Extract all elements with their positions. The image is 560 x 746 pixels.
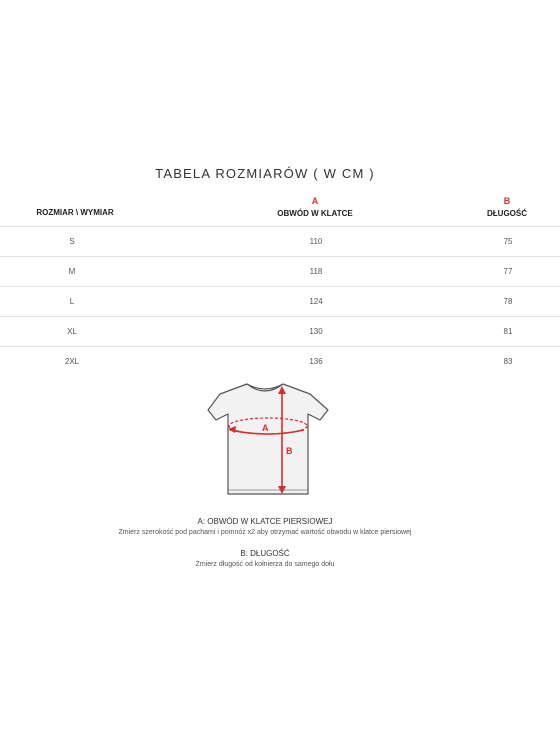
header-length-letter: B	[503, 196, 511, 206]
cell-chest: 110	[309, 237, 323, 246]
cell-length: 81	[503, 327, 513, 336]
page-title: TABELA ROZMIARÓW ( W CM )	[155, 166, 375, 181]
cell-size: S	[69, 237, 75, 246]
table-row	[0, 316, 560, 347]
tshirt-outline	[208, 384, 328, 494]
cell-size: M	[68, 267, 76, 276]
cell-chest: 130	[309, 327, 323, 336]
header-size-label: ROZMIAR \ WYMIAR	[36, 208, 114, 217]
header-chest-label: OBWÓD W KLATCE	[277, 209, 353, 218]
note-a-title: A: OBWÓD W KLATCE PIERSIOWEJ	[197, 517, 333, 526]
header-chest	[255, 196, 375, 218]
cell-size: L	[69, 297, 75, 306]
header-size	[20, 208, 130, 217]
note-a-desc: Zmierz szerokość pod pachami i pomnóż x2 aby otrzymać wartość obwodu w klatce piersiowej	[118, 529, 412, 536]
cell-chest: 118	[309, 267, 323, 276]
header-chest-letter: A	[311, 196, 319, 206]
label-a: A	[262, 423, 269, 433]
label-b: B	[286, 446, 293, 456]
cell-length: 83	[503, 357, 513, 366]
cell-length: 75	[503, 237, 513, 246]
cell-size: 2XL	[64, 357, 80, 366]
table-row	[0, 346, 560, 377]
note-b-title: B: DŁUGOŚĆ	[240, 549, 290, 558]
note-b-desc: Zmierz długość od kołnierza do samego dołu	[195, 561, 335, 568]
tshirt-diagram	[200, 380, 330, 500]
table-row	[0, 286, 560, 317]
table-row	[0, 226, 560, 257]
header-length	[462, 196, 552, 218]
cell-chest: 136	[309, 357, 323, 366]
cell-length: 78	[503, 297, 513, 306]
header-length-label: DŁUGOŚĆ	[487, 209, 527, 218]
cell-size: XL	[67, 327, 77, 336]
cell-chest: 124	[309, 297, 323, 306]
cell-length: 77	[503, 267, 513, 276]
table-row	[0, 256, 560, 287]
